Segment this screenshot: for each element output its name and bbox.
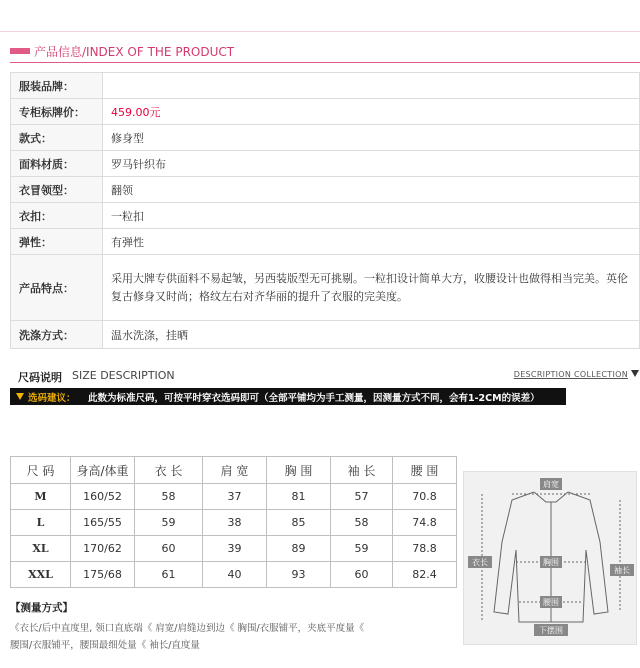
size-cell: 89 <box>267 536 331 562</box>
info-value: 有弹性 <box>103 229 640 255</box>
hem-label: 下摆围 <box>539 626 563 635</box>
info-key: 产品特点： <box>11 255 103 321</box>
info-value: 温水洗涤，挂晒 <box>103 321 640 349</box>
info-key: 衣扣： <box>11 203 103 229</box>
size-cell: 74.8 <box>393 510 457 536</box>
info-row <box>11 255 640 321</box>
size-cell: XXL <box>11 562 71 588</box>
tip-label: 选码建议： <box>28 393 76 404</box>
product-info-header <box>10 43 640 63</box>
size-cell: 61 <box>135 562 203 588</box>
chest-label: 胸围 <box>543 558 559 567</box>
table-row <box>11 536 457 562</box>
info-row <box>11 125 640 151</box>
info-row <box>11 99 640 125</box>
size-header-cell: 腰 围 <box>393 457 457 484</box>
table-row <box>11 562 457 588</box>
tip-text: 此数为标准尺码，可按平时穿衣选码即可（全部平铺均为手工测量，因测量方式不同，会有1-2CM的误差） <box>88 393 540 404</box>
size-cell: 78.8 <box>393 536 457 562</box>
price-value: 459.00元 <box>103 99 640 125</box>
size-cell: 165/55 <box>71 510 135 536</box>
size-cell: 175/68 <box>71 562 135 588</box>
triangle-down-icon <box>16 393 24 400</box>
measurement-diagram <box>463 471 637 645</box>
info-row <box>11 73 640 99</box>
size-cell: 58 <box>135 484 203 510</box>
triangle-down-icon <box>631 370 639 377</box>
method-line: 腰围/衣服铺平，腰围最细处量《 袖长/直度量 <box>10 640 200 651</box>
collar-outline <box>534 492 568 502</box>
info-row <box>11 203 640 229</box>
info-value: 一粒扣 <box>103 203 640 229</box>
measurement-method <box>10 600 460 654</box>
size-cell: 58 <box>331 510 393 536</box>
size-section-header <box>10 366 640 384</box>
size-cell: M <box>11 484 71 510</box>
info-key: 衣冒领型： <box>11 177 103 203</box>
size-cell: 37 <box>203 484 267 510</box>
size-cell: 40 <box>203 562 267 588</box>
feature-value: 采用大牌专供面料不易起皱，另西装版型无可挑剔。一粒扣设计简单大方，收腰设计也做得相当完美。英伦复古修身又时尚；格纹左右对齐华丽的提升了衣服的完美度。 <box>103 255 640 321</box>
info-key: 弹性： <box>11 229 103 255</box>
info-value: 翻领 <box>103 177 640 203</box>
size-table <box>10 456 457 588</box>
table-row <box>11 484 457 510</box>
size-cell: 57 <box>331 484 393 510</box>
info-value: 罗马针织布 <box>103 151 640 177</box>
info-value: 修身型 <box>103 125 640 151</box>
size-header-cell: 袖 长 <box>331 457 393 484</box>
size-cell: 59 <box>331 536 393 562</box>
info-key: 款式： <box>11 125 103 151</box>
size-title-cn: 尺码说明 <box>18 371 62 384</box>
header-underline <box>10 62 640 63</box>
size-cell: 60 <box>135 536 203 562</box>
info-key: 洗涤方式： <box>11 321 103 349</box>
header-accent-bar <box>10 48 30 54</box>
size-header-cell: 身高/体重 <box>71 457 135 484</box>
size-header-row <box>11 457 457 484</box>
size-cell: 39 <box>203 536 267 562</box>
info-row <box>11 177 640 203</box>
size-cell: 160/52 <box>71 484 135 510</box>
size-cell: 70.8 <box>393 484 457 510</box>
product-info-table <box>10 72 640 349</box>
size-header-cell: 胸 围 <box>267 457 331 484</box>
size-cell: L <box>11 510 71 536</box>
info-row <box>11 229 640 255</box>
size-cell: 60 <box>331 562 393 588</box>
shirt-diagram <box>464 472 638 646</box>
info-row <box>11 151 640 177</box>
sleeve-label: 袖长 <box>614 566 630 575</box>
size-header-cell: 尺 码 <box>11 457 71 484</box>
size-header-cell: 肩 宽 <box>203 457 267 484</box>
info-row <box>11 321 640 349</box>
size-cell: 82.4 <box>393 562 457 588</box>
size-title-en: SIZE DESCRIPTION <box>72 369 175 382</box>
shoulder-label: 肩宽 <box>543 480 559 489</box>
waist-label: 腰围 <box>543 598 559 607</box>
size-cell: 93 <box>267 562 331 588</box>
size-cell: 59 <box>135 510 203 536</box>
product-info-title: 产品信息/INDEX OF THE PRODUCT <box>34 45 235 59</box>
info-value <box>103 73 640 99</box>
size-cell: 38 <box>203 510 267 536</box>
info-key: 面料材质： <box>11 151 103 177</box>
table-row <box>11 510 457 536</box>
size-cell: XL <box>11 536 71 562</box>
size-tip-bar <box>10 388 566 405</box>
size-cell: 170/62 <box>71 536 135 562</box>
method-line: 《衣长/后中直度里, 领口直底端《 肩宽/肩缝边到边《 胸围/衣服铺平，夹底平度量《 <box>10 623 365 634</box>
info-key: 服装品牌： <box>11 73 103 99</box>
size-cell: 81 <box>267 484 331 510</box>
info-key: 专柜标牌价： <box>11 99 103 125</box>
size-cell: 85 <box>267 510 331 536</box>
top-divider <box>0 31 640 32</box>
length-label: 衣长 <box>472 558 488 567</box>
description-collection-link[interactable]: DESCRIPTION COLLECTION <box>513 370 628 379</box>
method-title: 【测量方式】 <box>10 602 73 614</box>
size-header-cell: 衣 长 <box>135 457 203 484</box>
